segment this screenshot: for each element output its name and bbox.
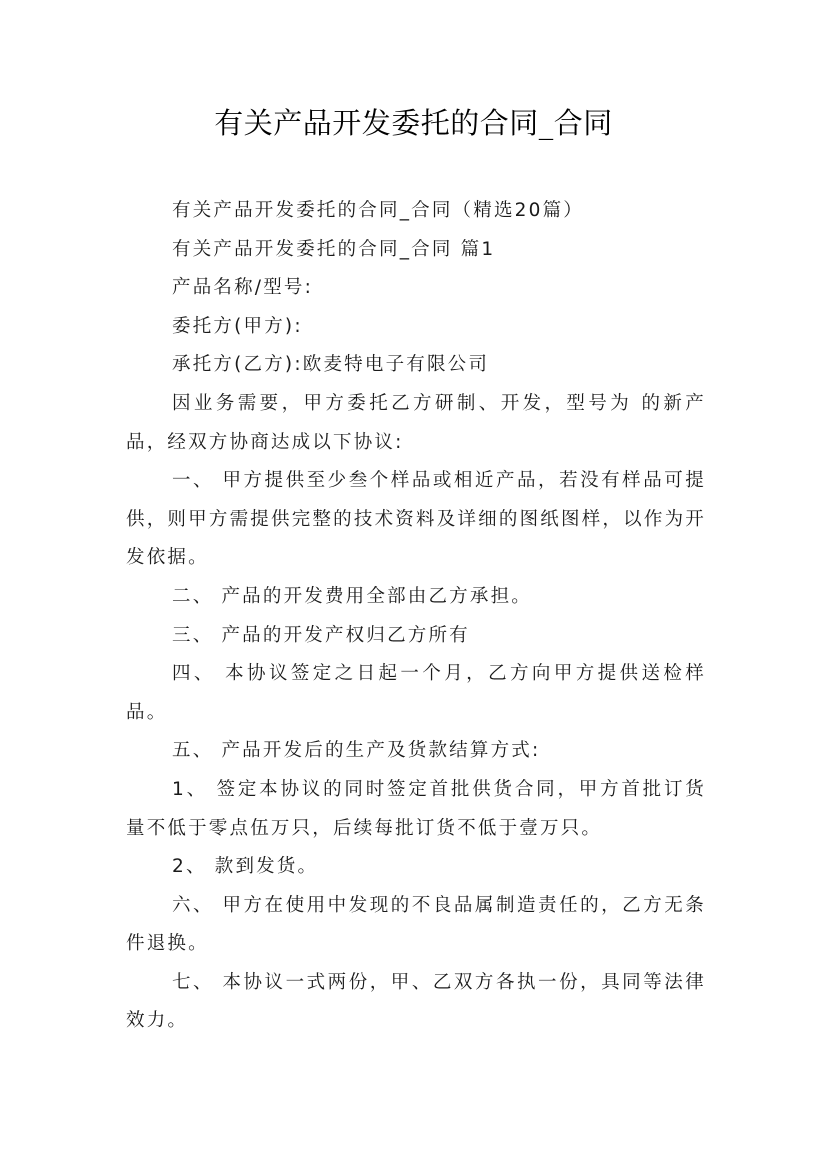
- paragraph-section-heading: 有关产品开发委托的合同_合同 篇1: [172, 238, 496, 260]
- document-body: [126, 192, 706, 1041]
- paragraph-clause-2: 二、 产品的开发费用全部由乙方承担。: [172, 585, 532, 607]
- paragraph-clause-5: 五、 产品开发后的生产及货款结算方式:: [172, 740, 541, 762]
- paragraph-clause-5-item-2: 2、 款到发货。: [172, 856, 319, 878]
- paragraph-intro: 因业务需要，甲方委托乙方研制、开发，型号为 的新产品，经双方协商达成以下协议:: [126, 392, 706, 453]
- paragraph-clause-4: 四、 本协议签定之日起一个月，乙方向甲方提供送检样品。: [126, 663, 706, 723]
- paragraph-clause-7: 七、 本协议一式两份，甲、乙双方各执一份，具同等法律效力。: [126, 971, 706, 1032]
- paragraph-party-b: 承托方(乙方):欧麦特电子有限公司: [172, 354, 490, 376]
- paragraph-clause-5-item-1: 1、 签定本协议的同时签定首批供货合同，甲方首批订货量不低于零点伍万只，后续每批订货不低于壹万只。: [126, 778, 706, 839]
- paragraph-clause-6: 六、 甲方在使用中发现的不良品属制造责任的，乙方无条件退换。: [126, 894, 706, 955]
- paragraph-clause-1: 一、 甲方提供至少叁个样品或相近产品，若没有样品可提供，则甲方需提供完整的技术资料及详细的图纸图样，以作为开发依据。: [126, 470, 706, 569]
- document-title: 有关产品开发委托的合同_合同: [214, 106, 613, 140]
- paragraph-clause-3: 三、 产品的开发产权归乙方所有: [172, 624, 470, 646]
- paragraph-subtitle: 有关产品开发委托的合同_合同（精选20篇）: [172, 200, 584, 221]
- paragraph-party-a: 委托方(甲方):: [172, 315, 303, 337]
- paragraph-product-name: 产品名称/型号:: [172, 277, 314, 299]
